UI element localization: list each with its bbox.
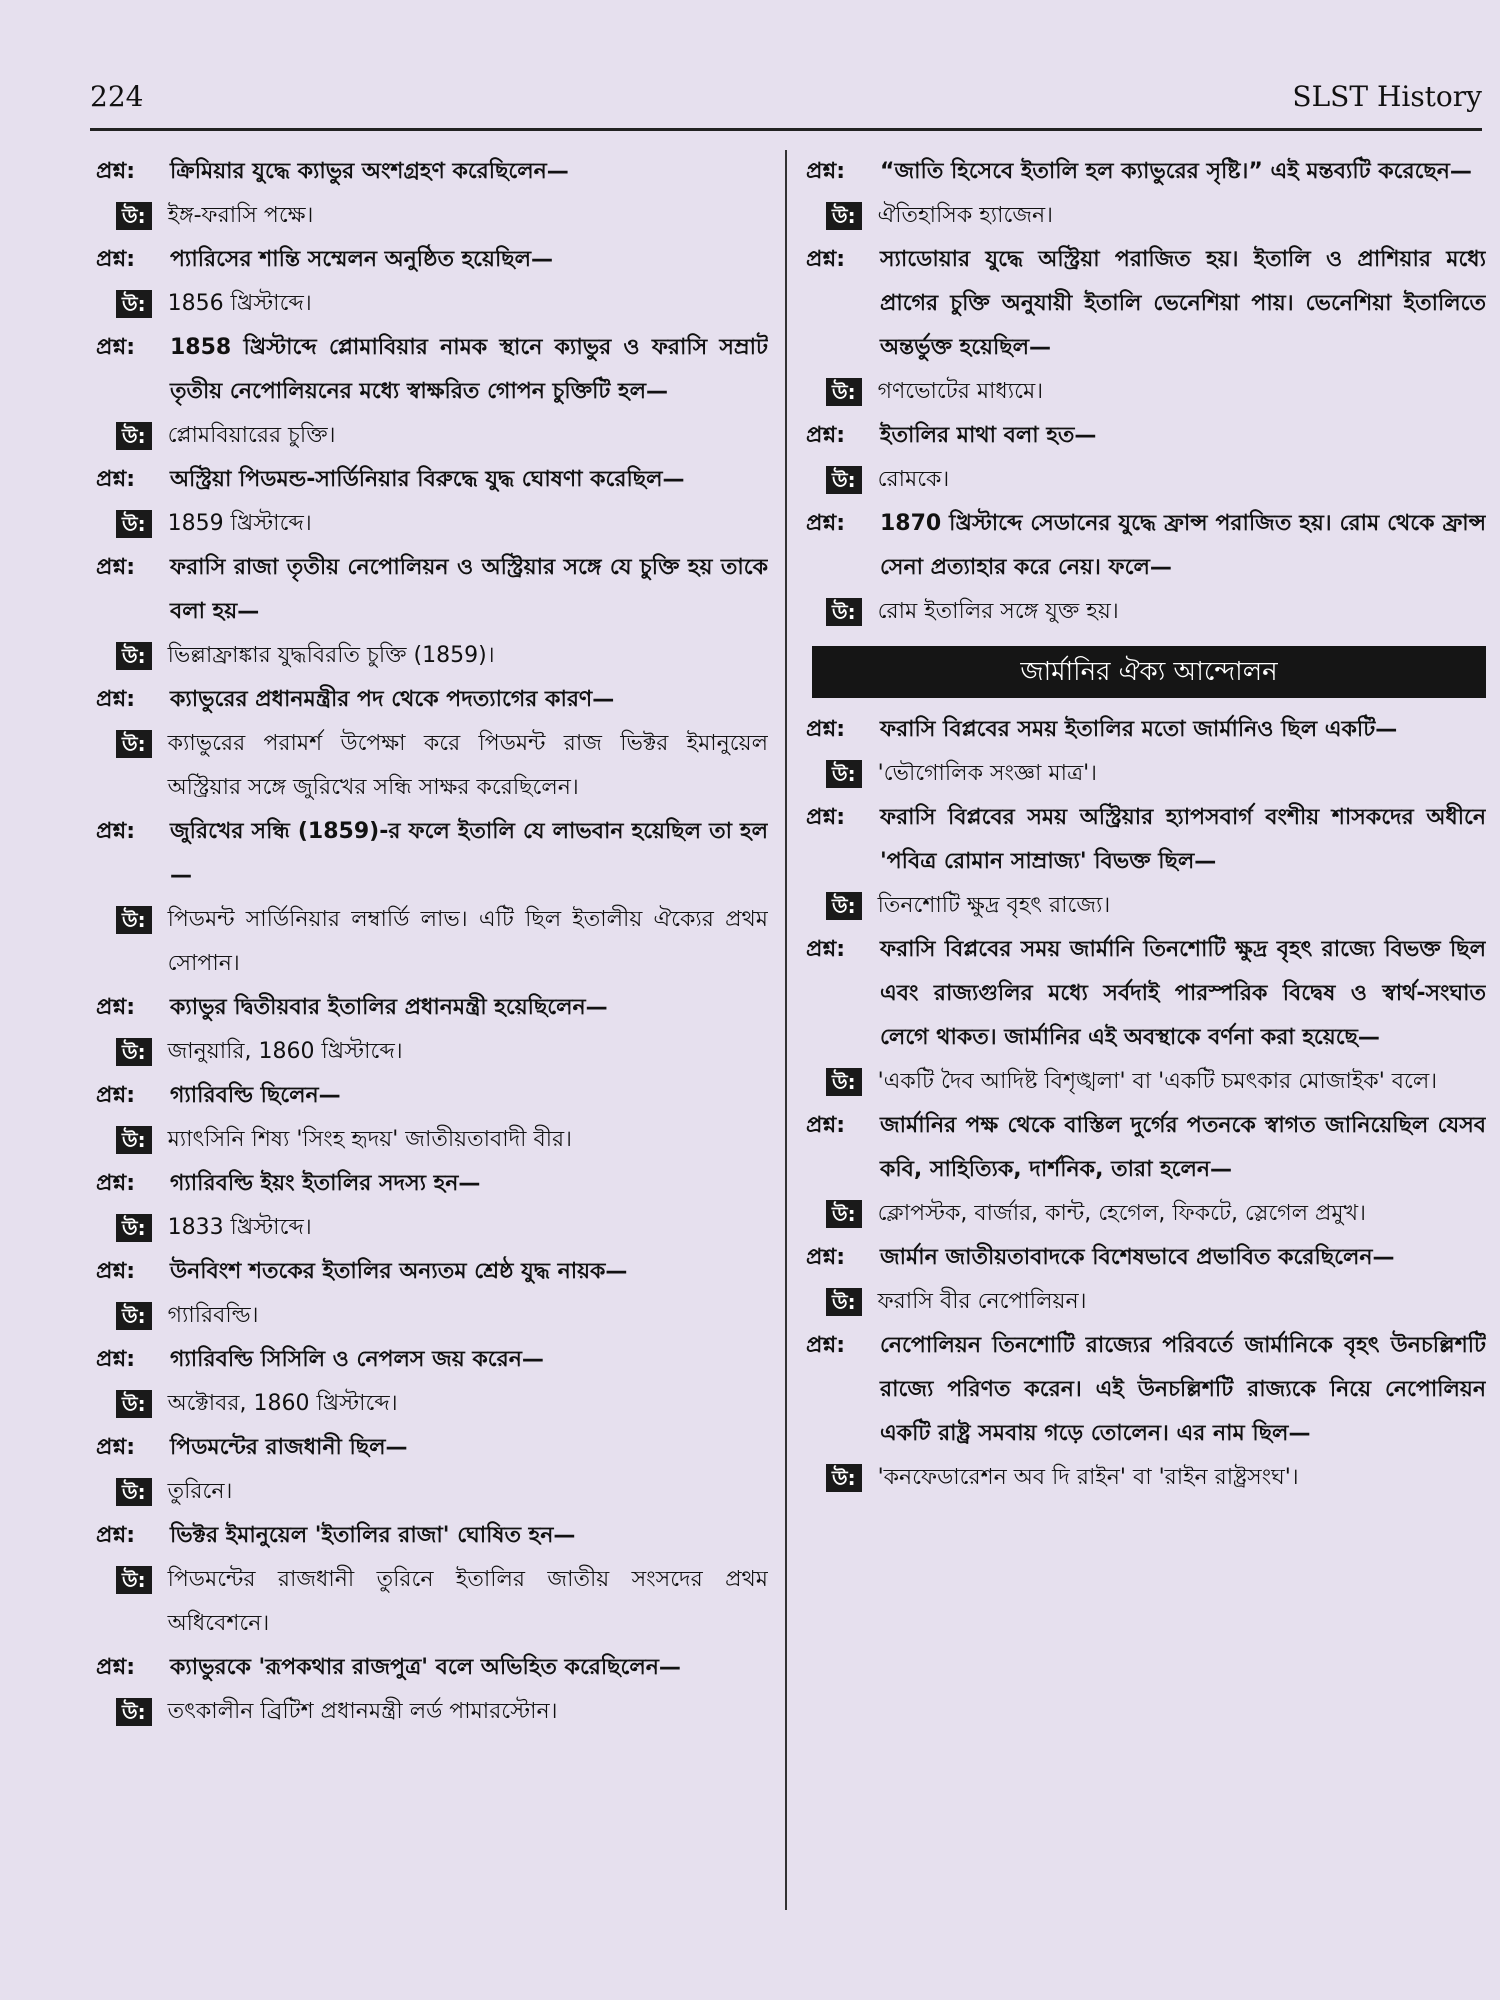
question-label: প্রশ্ন: bbox=[806, 159, 846, 184]
qa-item bbox=[96, 326, 768, 458]
answer-text: 1859 খ্রিস্টাব্দে। bbox=[167, 511, 312, 536]
answer-label: উ: bbox=[116, 1214, 152, 1242]
answer-text: গ্যারিবল্ডি। bbox=[167, 1303, 259, 1328]
question bbox=[96, 1338, 768, 1382]
answer bbox=[826, 884, 1486, 928]
question-label: প্রশ্ন: bbox=[806, 717, 846, 742]
answer-label: উ: bbox=[116, 422, 152, 450]
question-text: গ্যারিবল্ডি ইয়ং ইতালির সদস্য হন— bbox=[170, 1171, 481, 1196]
qa-item bbox=[96, 810, 768, 986]
answer-text: তৎকালীন ব্রিটিশ প্রধানমন্ত্রী লর্ড পামারস্টোন। bbox=[167, 1699, 558, 1724]
question-label: প্রশ্ন: bbox=[806, 1113, 846, 1138]
answer-text: গণভোটের মাধ্যমে। bbox=[877, 379, 1044, 404]
question bbox=[96, 986, 768, 1030]
question-label: প্রশ্ন: bbox=[96, 1259, 136, 1284]
column-divider bbox=[785, 150, 787, 1910]
answer-label: উ: bbox=[116, 906, 152, 934]
answer-text: ক্যাভুরের পরামর্শ উপেক্ষা করে পিডমন্ট রাজ ভিক্টর ইমানুয়েল অস্ট্রিয়ার সঙ্গে জুরিখের সন্ধি সাক্ষর করেছিলেন। bbox=[167, 731, 768, 800]
answer-label: উ: bbox=[826, 1200, 862, 1228]
answer-text: ভিল্লাফ্রাঙ্কার যুদ্ধবিরতি চুক্তি (1859)। bbox=[167, 643, 495, 668]
question bbox=[806, 414, 1486, 458]
qa-item bbox=[806, 1324, 1486, 1500]
question-text: ফরাসি বিপ্লবের সময় ইতালির মতো জার্মানিও ছিল একটি— bbox=[880, 717, 1398, 742]
answer bbox=[116, 1382, 768, 1426]
qa-item bbox=[96, 986, 768, 1074]
question-label: প্রশ্ন: bbox=[96, 1435, 136, 1460]
answer-label: উ: bbox=[116, 510, 152, 538]
question bbox=[806, 150, 1486, 194]
answer-text: তিনশোটি ক্ষুদ্র বৃহৎ রাজ্যে। bbox=[877, 893, 1111, 918]
question-label: প্রশ্ন: bbox=[96, 819, 136, 844]
answer-text: জানুয়ারি, 1860 খ্রিস্টাব্দে। bbox=[167, 1039, 403, 1064]
answer-text: পিডমন্ট সার্ডিনিয়ার লম্বার্ডি লাভ। এটি ছিল ইতালীয় ঐক্যের প্রথম সোপান। bbox=[167, 907, 768, 976]
answer-label: উ: bbox=[826, 1288, 862, 1316]
question bbox=[96, 1514, 768, 1558]
qa-item bbox=[96, 1162, 768, 1250]
answer-text: পিডমন্টের রাজধানী তুরিনে ইতালির জাতীয় সংসদের প্রথম অধিবেশনে। bbox=[167, 1567, 768, 1636]
question bbox=[806, 928, 1486, 1060]
answer-label: উ: bbox=[116, 1302, 152, 1330]
question-text: ক্যাভুরের প্রধানমন্ত্রীর পদ থেকে পদত্যাগের কারণ— bbox=[170, 687, 615, 712]
qa-item bbox=[806, 1236, 1486, 1324]
question-text: গ্যারিবল্ডি ছিলেন— bbox=[170, 1083, 341, 1108]
answer bbox=[826, 370, 1486, 414]
answer-text: 1856 খ্রিস্টাব্দে। bbox=[167, 291, 312, 316]
qa-item bbox=[806, 796, 1486, 928]
question-label: প্রশ্ন: bbox=[96, 995, 136, 1020]
qa-item bbox=[806, 1104, 1486, 1236]
question bbox=[96, 1074, 768, 1118]
answer bbox=[116, 898, 768, 986]
question-text: ক্যাভুর দ্বিতীয়বার ইতালির প্রধানমন্ত্রী হয়েছিলেন— bbox=[170, 995, 608, 1020]
question-text: গ্যারিবল্ডি সিসিলি ও নেপলস জয় করেন— bbox=[170, 1347, 544, 1372]
question-text: 1858 খ্রিস্টাব্দে প্লোমাবিয়ার নামক স্থানে ক্যাভুর ও ফরাসি সম্রাট তৃতীয় নেপোলিয়নের মধ্যে স্বাক্ষরিত গোপন চুক্তিটি হল— bbox=[170, 335, 768, 404]
answer-text: ঐতিহাসিক হ্যাজেন। bbox=[877, 203, 1054, 228]
answer-label: উ: bbox=[116, 1698, 152, 1726]
answer-label: উ: bbox=[116, 1038, 152, 1066]
page-header bbox=[90, 72, 1482, 131]
question-text: ফরাসি বিপ্লবের সময় অস্ট্রিয়ার হ্যাপসবার্গ বংশীয় শাসকদের অধীনে 'পবিত্র রোমান সাম্রাজ্য' বিভক্ত ছিল— bbox=[880, 805, 1486, 874]
question bbox=[96, 238, 768, 282]
question bbox=[96, 1250, 768, 1294]
answer-label: উ: bbox=[826, 892, 862, 920]
answer bbox=[826, 194, 1486, 238]
answer-label: উ: bbox=[116, 730, 152, 758]
question-text: ক্রিমিয়ার যুদ্ধে ক্যাভুর অংশগ্রহণ করেছিলেন— bbox=[170, 159, 569, 184]
question-label: প্রশ্ন: bbox=[96, 247, 136, 272]
answer-label: উ: bbox=[826, 378, 862, 406]
qa-item bbox=[96, 1338, 768, 1426]
question-text: ফরাসি রাজা তৃতীয় নেপোলিয়ন ও অস্ট্রিয়ার সঙ্গে যে চুক্তি হয় তাকে বলা হয়— bbox=[170, 555, 768, 624]
answer-label: উ: bbox=[116, 1390, 152, 1418]
question bbox=[96, 678, 768, 722]
question-label: প্রশ্ন: bbox=[806, 511, 846, 536]
qa-item bbox=[96, 1250, 768, 1338]
answer-text: রোম ইতালির সঙ্গে যুক্ত হয়। bbox=[877, 599, 1119, 624]
section-heading: জার্মানির ঐক্য আন্দোলন bbox=[812, 646, 1486, 698]
qa-item bbox=[806, 708, 1486, 796]
answer bbox=[826, 1060, 1486, 1104]
question-label: প্রশ্ন: bbox=[806, 1245, 846, 1270]
qa-list-italy bbox=[806, 150, 1486, 634]
answer bbox=[116, 1470, 768, 1514]
answer-text: ম্যাৎসিনি শিষ্য 'সিংহ হৃদয়' জাতীয়তাবাদী বীর। bbox=[167, 1127, 572, 1152]
answer-label: উ: bbox=[116, 202, 152, 230]
question bbox=[96, 1646, 768, 1690]
question-label: প্রশ্ন: bbox=[806, 423, 846, 448]
answer-text: 'কনফেডারেশন অব দি রাইন' বা 'রাইন রাষ্ট্রসংঘ'। bbox=[877, 1465, 1299, 1490]
answer-label: উ: bbox=[826, 760, 862, 788]
question bbox=[806, 1104, 1486, 1192]
qa-item bbox=[96, 238, 768, 326]
question-label: প্রশ্ন: bbox=[806, 247, 846, 272]
question bbox=[96, 326, 768, 414]
question bbox=[96, 1162, 768, 1206]
question bbox=[96, 1426, 768, 1470]
question bbox=[96, 810, 768, 898]
question-text: জার্মানির পক্ষ থেকে বাস্তিল দুর্গের পতনকে স্বাগত জানিয়েছিল যেসব কবি, সাহিত্যিক, দার্শনিক, তারা হলেন— bbox=[880, 1113, 1486, 1182]
qa-item bbox=[806, 502, 1486, 634]
qa-item bbox=[96, 1514, 768, 1646]
question-label: প্রশ্ন: bbox=[96, 335, 136, 360]
answer bbox=[826, 1192, 1486, 1236]
question-label: প্রশ্ন: bbox=[96, 159, 136, 184]
question-text: ক্যাভুরকে 'রূপকথার রাজপুত্র' বলে অভিহিত করেছিলেন— bbox=[170, 1655, 681, 1680]
question-label: প্রশ্ন: bbox=[96, 467, 136, 492]
question-label: প্রশ্ন: bbox=[96, 555, 136, 580]
answer bbox=[116, 1118, 768, 1162]
qa-item bbox=[96, 458, 768, 546]
answer bbox=[116, 722, 768, 810]
answer-text: ক্লোপস্টক, বার্জার, কান্ট, হেগেল, ফিকটে, স্লেগেল প্রমুখ। bbox=[877, 1201, 1366, 1226]
question-label: প্রশ্ন: bbox=[806, 805, 846, 830]
answer bbox=[116, 1206, 768, 1250]
answer bbox=[826, 458, 1486, 502]
question-text: ভিক্টর ইমানুয়েল 'ইতালির রাজা' ঘোষিত হন— bbox=[170, 1523, 576, 1548]
question bbox=[806, 238, 1486, 370]
answer bbox=[826, 1456, 1486, 1500]
question bbox=[806, 1324, 1486, 1456]
answer-label: উ: bbox=[116, 290, 152, 318]
answer-text: অক্টোবর, 1860 খ্রিস্টাব্দে। bbox=[167, 1391, 398, 1416]
answer-label: উ: bbox=[116, 1566, 152, 1594]
question-label: প্রশ্ন: bbox=[96, 1523, 136, 1548]
answer bbox=[826, 590, 1486, 634]
question-text: 1870 খ্রিস্টাব্দে সেডানের যুদ্ধে ফ্রান্স পরাজিত হয়। রোম থেকে ফ্রান্স সেনা প্রত্যাহার করে নেয়। ফলে— bbox=[880, 511, 1486, 580]
answer bbox=[116, 1690, 768, 1734]
page-number: 224 bbox=[90, 80, 144, 113]
qa-item bbox=[96, 546, 768, 678]
question-text: ইতালির মাথা বলা হত— bbox=[880, 423, 1097, 448]
answer bbox=[116, 634, 768, 678]
question-label: প্রশ্ন: bbox=[806, 1333, 846, 1358]
answer-text: ইঙ্গ-ফরাসি পক্ষে। bbox=[167, 203, 314, 228]
question-text: স্যাডোয়ার যুদ্ধে অস্ট্রিয়া পরাজিত হয়। ইতালি ও প্রাশিয়ার মধ্যে প্রাগের চুক্তি অনুযায়ী ইতালি ভেনেশিয়া পায়। ভেনেশিয়া ইতালিতে অন্তর্ভুক্ত হয়েছিল— bbox=[880, 247, 1486, 360]
answer-label: উ: bbox=[826, 598, 862, 626]
answer-label: উ: bbox=[826, 1068, 862, 1096]
answer bbox=[116, 414, 768, 458]
answer bbox=[116, 502, 768, 546]
answer-label: উ: bbox=[116, 1478, 152, 1506]
right-column bbox=[806, 150, 1486, 1960]
qa-item bbox=[96, 1646, 768, 1734]
answer-text: প্লোমবিয়ারের চুক্তি। bbox=[167, 423, 336, 448]
answer-text: 'ভৌগোলিক সংজ্ঞা মাত্র'। bbox=[877, 761, 1098, 786]
qa-list-germany bbox=[806, 708, 1486, 1500]
qa-item bbox=[96, 678, 768, 810]
answer-label: উ: bbox=[826, 466, 862, 494]
qa-item bbox=[96, 1426, 768, 1514]
qa-item bbox=[96, 150, 768, 238]
question bbox=[806, 502, 1486, 590]
question bbox=[806, 708, 1486, 752]
question-label: প্রশ্ন: bbox=[96, 1347, 136, 1372]
question bbox=[806, 1236, 1486, 1280]
question-label: প্রশ্ন: bbox=[96, 1083, 136, 1108]
question-text: অস্ট্রিয়া পিডমন্ড-সার্ডিনিয়ার বিরুদ্ধে যুদ্ধ ঘোষণা করেছিল— bbox=[170, 467, 685, 492]
question bbox=[96, 150, 768, 194]
question-text: প্যারিসের শান্তি সম্মেলন অনুষ্ঠিত হয়েছিল— bbox=[170, 247, 553, 272]
qa-item bbox=[806, 238, 1486, 414]
qa-item bbox=[806, 414, 1486, 502]
question-label: প্রশ্ন: bbox=[96, 687, 136, 712]
answer bbox=[116, 194, 768, 238]
question bbox=[96, 458, 768, 502]
question-text: জার্মান জাতীয়তাবাদকে বিশেষভাবে প্রভাবিত করেছিলেন— bbox=[880, 1245, 1395, 1270]
answer-label: উ: bbox=[116, 1126, 152, 1154]
answer-text: তুরিনে। bbox=[167, 1479, 233, 1504]
answer bbox=[116, 1558, 768, 1646]
qa-item bbox=[96, 1074, 768, 1162]
running-head: SLST History bbox=[1292, 80, 1482, 113]
answer bbox=[116, 1294, 768, 1338]
question-label: প্রশ্ন: bbox=[96, 1171, 136, 1196]
answer-label: উ: bbox=[116, 642, 152, 670]
question-label: প্রশ্ন: bbox=[96, 1655, 136, 1680]
answer-text: রোমকে। bbox=[877, 467, 950, 492]
left-column bbox=[96, 150, 768, 1960]
answer bbox=[116, 282, 768, 326]
answer-label: উ: bbox=[826, 202, 862, 230]
question-text: ফরাসি বিপ্লবের সময় জার্মানি তিনশোটি ক্ষুদ্র বৃহৎ রাজ্যে বিভক্ত ছিল এবং রাজ্যগুলির মধ্যে সর্বদাই পারস্পরিক বিদ্বেষ ও স্বার্থ-সংঘাত লেগে থাকত। জার্মানির এই অবস্থাকে বর্ণনা করা হয়েছে— bbox=[880, 937, 1486, 1050]
answer bbox=[826, 1280, 1486, 1324]
answer bbox=[826, 752, 1486, 796]
answer-text: ফরাসি বীর নেপোলিয়ন। bbox=[877, 1289, 1087, 1314]
answer bbox=[116, 1030, 768, 1074]
question-text: উনবিংশ শতকের ইতালির অন্যতম শ্রেষ্ঠ যুদ্ধ নায়ক— bbox=[170, 1259, 628, 1284]
question-text: পিডমন্টের রাজধানী ছিল— bbox=[170, 1435, 408, 1460]
qa-item bbox=[806, 150, 1486, 238]
question bbox=[806, 796, 1486, 884]
question-label: প্রশ্ন: bbox=[806, 937, 846, 962]
question-text: “জাতি হিসেবে ইতালি হল ক্যাভুরের সৃষ্টি।” এই মন্তব্যটি করেছেন— bbox=[880, 159, 1472, 184]
question bbox=[96, 546, 768, 634]
answer-label: উ: bbox=[826, 1464, 862, 1492]
question-text: জুরিখের সন্ধি (1859)-র ফলে ইতালি যে লাভবান হয়েছিল তা হল— bbox=[170, 819, 768, 888]
question-text: নেপোলিয়ন তিনশোটি রাজ্যের পরিবর্তে জার্মানিকে বৃহৎ উনচল্লিশটি রাজ্যে পরিণত করেন। এই উনচল্লিশটি রাজ্যকে নিয়ে নেপোলিয়ন একটি রাষ্ট্র সমবায় গড়ে তোলেন। এর নাম ছিল— bbox=[880, 1333, 1486, 1446]
answer-text: 1833 খ্রিস্টাব্দে। bbox=[167, 1215, 312, 1240]
qa-item bbox=[806, 928, 1486, 1104]
answer-text: 'একটি দৈব আদিষ্ট বিশৃঙ্খলা' বা 'একটি চমৎকার মোজাইক' বলে। bbox=[877, 1069, 1438, 1094]
